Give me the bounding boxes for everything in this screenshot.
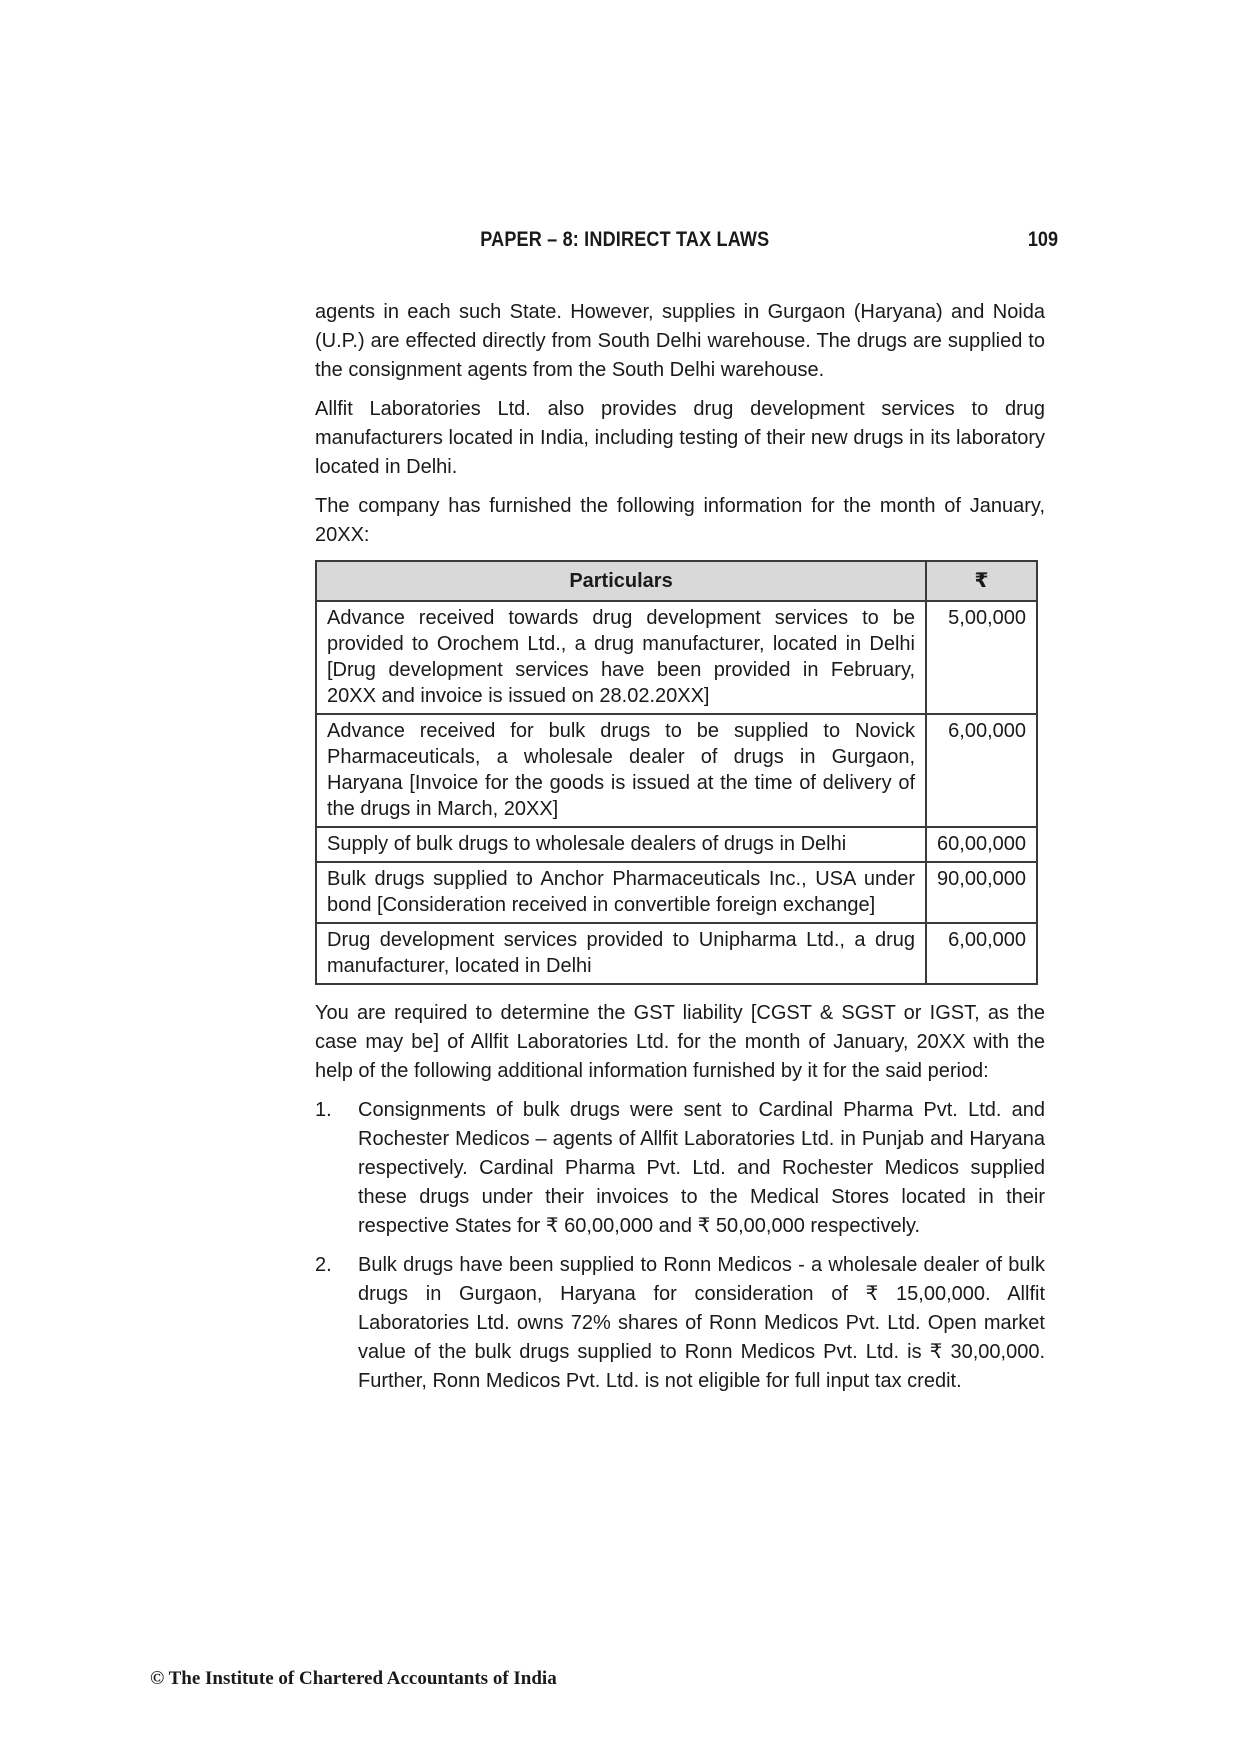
list-item — [315, 1096, 1045, 1241]
intro-paragraph-3: The company has furnished the following information for the month of January, 20XX: — [315, 495, 1045, 546]
row-amount: 5,00,000 — [926, 601, 1037, 714]
intro-paragraph-2: Allfit Laboratories Ltd. also provides drug development services to drug manufacturers located in India, including testing of their new drugs in its laboratory located in Delhi. — [315, 398, 1045, 478]
row-amount: 6,00,000 — [926, 923, 1037, 984]
row-amount: 60,00,000 — [926, 827, 1037, 862]
row-particulars: Supply of bulk drugs to wholesale dealers of drugs in Delhi — [316, 827, 926, 862]
row-amount: 90,00,000 — [926, 862, 1037, 923]
document-body — [315, 298, 1045, 1406]
additional-info-list — [315, 1096, 1045, 1396]
table-row — [316, 923, 1037, 984]
row-particulars: Advance received towards drug development services to be provided to Orochem Ltd., a drug manufacturer, located in Delhi [Drug development services have been provided in February, 20XX and invoice is issued on 28.02.20XX] — [316, 601, 926, 714]
table-row — [316, 714, 1037, 827]
list-item — [315, 1251, 1045, 1396]
table-row — [316, 601, 1037, 714]
list-item-number: 2. — [315, 1254, 332, 1276]
column-header-amount: ₹ — [926, 561, 1037, 601]
row-particulars: Drug development services provided to Unipharma Ltd., a drug manufacturer, located in Delhi — [316, 923, 926, 984]
row-amount: 6,00,000 — [926, 714, 1037, 827]
particulars-table — [315, 560, 1038, 985]
page-number: 109 — [1027, 228, 1058, 251]
intro-paragraph-1: agents in each such State. However, supplies in Gurgaon (Haryana) and Noida (U.P.) are effected directly from South Delhi warehouse. The drugs are supplied to the consignment agents from the South Delhi warehouse. — [315, 301, 1045, 381]
list-item-number: 1. — [315, 1099, 332, 1121]
row-particulars: Bulk drugs supplied to Anchor Pharmaceuticals Inc., USA under bond [Consideration received in convertible foreign exchange] — [316, 862, 926, 923]
table-row — [316, 827, 1037, 862]
row-particulars: Advance received for bulk drugs to be supplied to Novick Pharmaceuticals, a wholesale dealer of drugs in Gurgaon, Haryana [Invoice for the goods is issued at the time of delivery of the drugs in March, 20XX] — [316, 714, 926, 827]
list-item-text: Consignments of bulk drugs were sent to Cardinal Pharma Pvt. Ltd. and Rochester Medicos – agents of Allfit Laboratories Ltd. in Punjab and Haryana respectively. Cardinal Pharma Pvt. Ltd. and Rochester Medicos supplied these drugs under their invoices to the Medical Stores located in their respective States for ₹ 60,00,000 and ₹ 50,00,000 respectively. — [358, 1099, 1045, 1237]
column-header-particulars: Particulars — [316, 561, 926, 601]
requirement-paragraph: You are required to determine the GST liability [CGST & SGST or IGST, as the case may be] of Allfit Laboratories Ltd. for the month of January, 20XX with the help of the following additional information furnished by it for the said period: — [315, 1002, 1045, 1082]
table-header-row — [316, 561, 1037, 601]
table-row — [316, 862, 1037, 923]
page-header-title: PAPER – 8: INDIRECT TAX LAWS — [480, 228, 770, 251]
copyright-footer: © The Institute of Chartered Accountants of India — [150, 1668, 557, 1689]
list-item-text: Bulk drugs have been supplied to Ronn Medicos - a wholesale dealer of bulk drugs in Gurgaon, Haryana for consideration of ₹ 15,00,000. Allfit Laboratories Ltd. owns 72% shares of Ronn Medicos Pvt. Ltd. Open market value of the bulk drugs supplied to Ronn Medicos Pvt. Ltd. is ₹ 30,00,000. Further, Ronn Medicos Pvt. Ltd. is not eligible for full input tax credit. — [358, 1254, 1045, 1392]
